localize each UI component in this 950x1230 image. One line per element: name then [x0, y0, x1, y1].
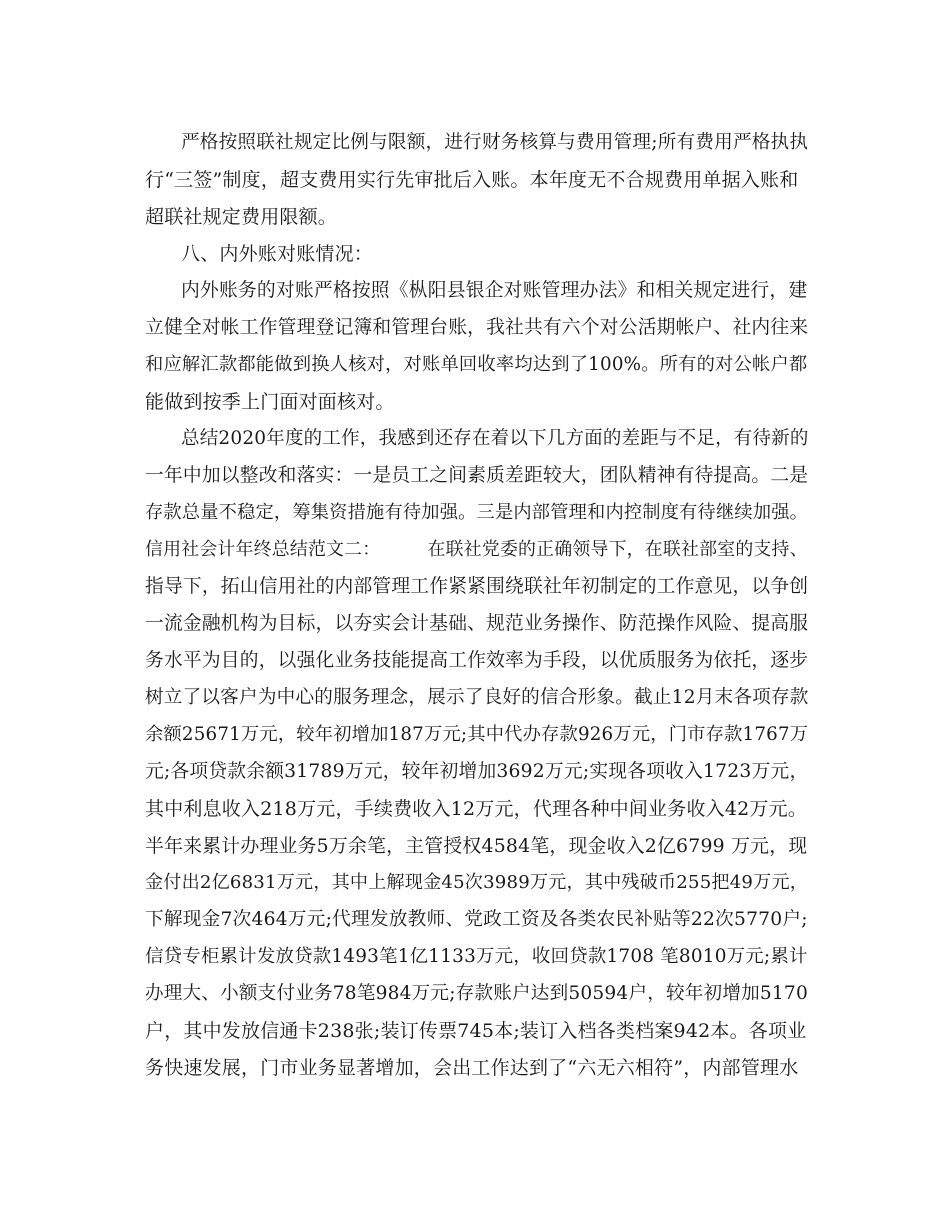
text-line: 行“三签”制度，超支费用实行先审批后入账。本年度无不合规费用单据入账和 — [145, 169, 799, 191]
text-line: 半年来累计办理业务5万余笔，主管授权4584笔，现金收入2亿6799 万元，现 — [145, 835, 808, 857]
text-line: 超联社规定费用限额。 — [145, 206, 338, 228]
text-line: 信贷专柜累计发放贷款1493笔1亿1133万元，收回贷款1708 笔8010万元;累计 — [145, 946, 808, 967]
text-line: 内外账务的对账严格按照《枞阳县银企对账管理办法》和相关规定进行，建 — [181, 280, 808, 301]
text-line: 余额25671万元，较年初增加187万元;其中代办存款926万元，门市存款1767万 — [145, 724, 809, 745]
text-line: 一流金融机构为目标，以夯实会计基础、规范业务操作、防范操作风险、提高服 — [145, 613, 809, 634]
text-line: 其中利息收入218万元，手续费收入12万元，代理各种中间业务收入42万元。 — [145, 798, 808, 820]
text-line: 信用社会计年终总结范文二： 在联社党委的正确领导下，在联社部室的支持、 — [145, 539, 808, 560]
text-line: 立健全对帐工作管理登记簿和管理台账，我社共有六个对公活期帐户、社内往来 — [145, 317, 809, 338]
text-line: 指导下，拓山信用社的内部管理工作紧紧围绕联社年初制定的工作意见，以争创 — [145, 576, 809, 597]
text-line: 总结2020年度的工作，我感到还存在着以下几方面的差距与不足，有待新的 — [181, 428, 809, 449]
text-line: 和应解汇款都能做到换人核对，对账单回收率均达到了100%。所有的对公帐户都 — [145, 354, 808, 375]
text-line: 元;各项贷款余额31789万元，较年初增加3692万元;实现各项收入1723万元， — [145, 761, 809, 782]
text-line: 严格按照联社规定比例与限额，进行财务核算与费用管理;所有费用严格执执 — [181, 132, 809, 153]
text-line: 能做到按季上门面对面核对。 — [145, 391, 395, 413]
text-line: 下解现金7次464万元;代理发放教师、党政工资及各类农民补贴等22次5770户; — [145, 909, 808, 930]
text-line: 金付出2亿6831万元，其中上解现金45次3989万元，其中残破币255把49万元， — [145, 872, 809, 893]
text-line: 务水平为目的，以强化业务技能提高工作效率为手段，以优质服务为依托，逐步 — [145, 650, 809, 671]
section-heading: 八、内外账对账情况： — [181, 243, 374, 265]
text-line: 存款总量不稳定，筹集资措施有待加强。三是内部管理和内控制度有待继续加强。 — [145, 502, 809, 523]
text-line: 务快速发展，门市业务显著增加，会出工作达到了“六无六相符”，内部管理水 — [145, 1057, 799, 1079]
text-line: 一年中加以整改和落实：一是员工之间素质差距较大，团队精神有待提高。二是 — [145, 465, 809, 486]
text-line: 树立了以客户为中心的服务理念，展示了良好的信合形象。截止12月末各项存款 — [145, 687, 809, 708]
text-line: 办理大、小额支付业务78笔984万元;存款账户达到50594户，较年初增加5170 — [145, 983, 808, 1004]
text-line: 户，其中发放信通卡238张;装订传票745本;装订入档各类档案942本。各项业 — [145, 1020, 807, 1042]
